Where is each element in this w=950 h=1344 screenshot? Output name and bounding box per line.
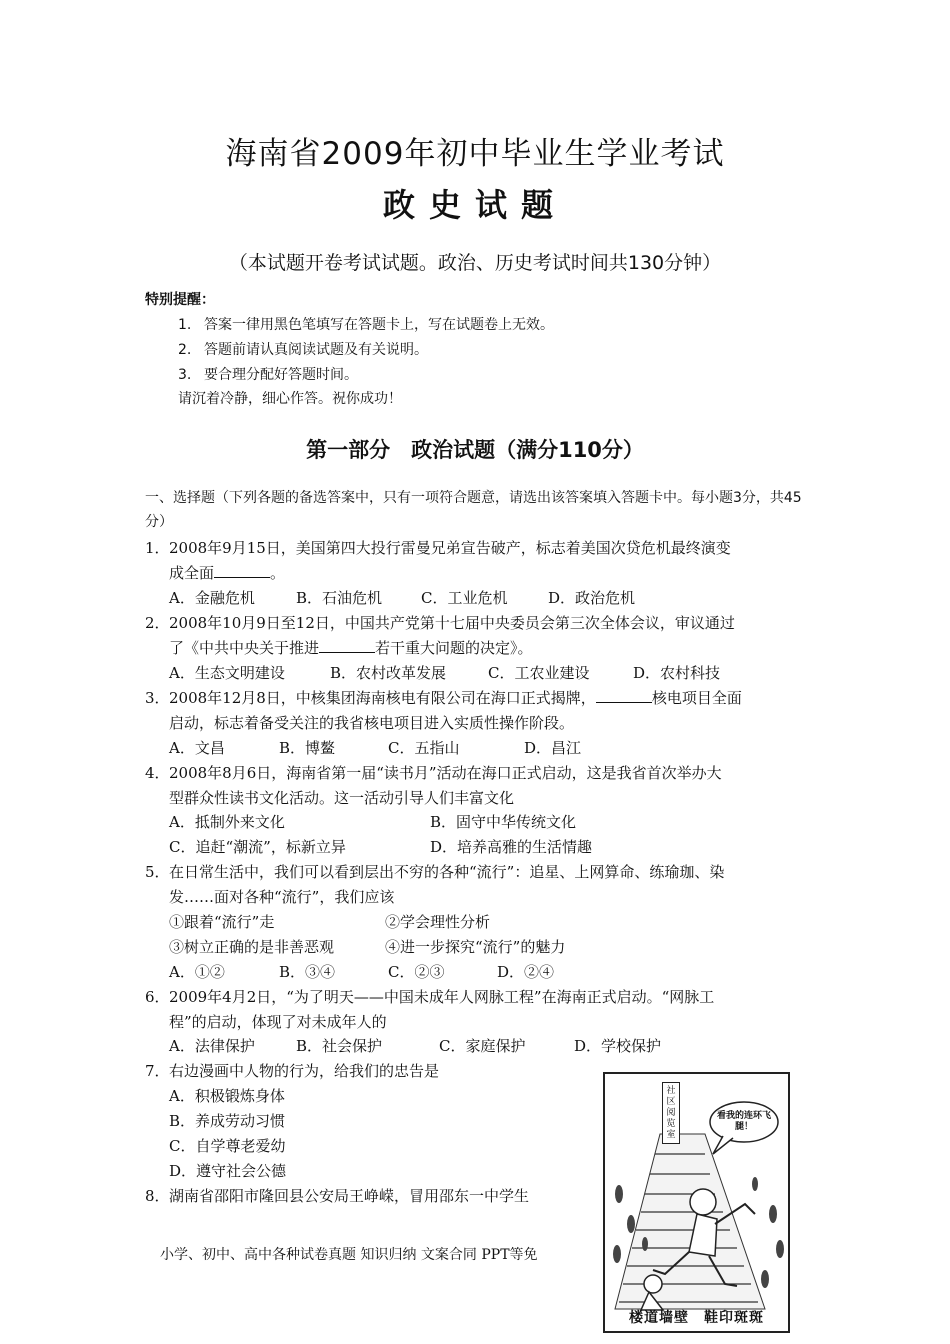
option: D．②④: [497, 963, 555, 981]
option: C．自学尊老爱幼: [169, 1137, 286, 1155]
notice-title: 特别提醒：: [145, 292, 215, 308]
statement: ①跟着“流行”走: [169, 913, 275, 931]
part-title: 第一部分 政治试题（满分110分）: [306, 438, 644, 462]
exam-title: 海南省2009年初中毕业生学业考试: [225, 136, 725, 172]
option: C．家庭保护: [439, 1037, 526, 1055]
option: D．农村科技: [633, 664, 721, 682]
question-1: 1．2008年9月15日，美国第四大投行雷曼兄弟宣告破产，标志着美国次贷危机最终演变: [145, 539, 731, 557]
option: B．农村改革发展: [330, 664, 447, 682]
option: D．昌江: [524, 739, 582, 757]
notice-item: 1. 答案一律用黑色笔填写在答题卡上，写在试题卷上无效。: [178, 317, 554, 333]
statement: ④进一步探究“流行”的魅力: [385, 938, 566, 956]
question-4: 4．2008年8月6日，海南省第一届“读书月”活动在海口正式启动，这是我省首次举办大: [145, 764, 722, 782]
option: A．抵制外来文化: [169, 813, 285, 831]
notice-wish: 请沉着冷静，细心作答。祝你成功！: [178, 391, 402, 407]
option: A．金融危机: [169, 589, 255, 607]
question-8: 8．湖南省邵阳市隆回县公安局王峥嵘，冒用邵东一中学生: [145, 1187, 530, 1205]
option: B．③④: [279, 963, 336, 981]
option: A．①②: [169, 963, 225, 981]
exam-subject: 政史试题: [382, 186, 567, 224]
question-6-cont: 程”的启动，体现了对未成年人的: [169, 1013, 387, 1031]
exam-subtitle: （本试题开卷考试试题。政治、历史考试时间共130分钟）: [228, 252, 722, 274]
question-3: 3．2008年12月8日，中核集团海南核电有限公司在海口正式揭牌， 核电项目全面: [145, 689, 742, 707]
question-4-cont: 型群众性读书文化活动。这一活动引导人们丰富文化: [169, 789, 515, 807]
option: B．养成劳动习惯: [169, 1112, 286, 1130]
cartoon-caption: 楼道墙壁 鞋印斑斑: [629, 1310, 764, 1326]
question-2-cont: 了《中共中央关于推进 若干重大问题的决定》。: [169, 639, 533, 657]
notice-item: 2. 答题前请认真阅读试题及有关说明。: [178, 342, 428, 358]
question-2: 2．2008年10月9日至12日，中国共产党第十七届中央委员会第三次全体会议，审议通过: [145, 614, 735, 632]
cartoon-speech-bubble: 看我的连环飞腿！: [716, 1111, 771, 1132]
option: D．培养高雅的生活情趣: [430, 838, 593, 856]
question-6: 6．2009年4月2日，“为了明天——中国未成年人网脉工程”在海南正式启动。“网脉工: [145, 988, 715, 1006]
question-5-cont: 发……面对各种“流行”，我们应该: [169, 888, 395, 906]
statement: ②学会理性分析: [385, 913, 491, 931]
option: D．学校保护: [574, 1037, 662, 1055]
option: A．积极锻炼身体: [169, 1087, 285, 1105]
option: C．工农业建设: [488, 664, 590, 682]
option: C．五指山: [388, 739, 460, 757]
option: B．博鳌: [279, 739, 336, 757]
section-heading: 一、选择题（下列各题的备选答案中，只有一项符合题意，请选出该答案填入答题卡中。每小题3分，共45分）: [145, 490, 802, 530]
question-1-cont: 成全面 。: [169, 564, 286, 582]
cartoon-image: [603, 1072, 790, 1333]
notice-item: 3. 要合理分配好答题时间。: [178, 367, 358, 383]
option: B．固守中华传统文化: [430, 813, 577, 831]
option: A．文昌: [169, 739, 225, 757]
option: A．法律保护: [169, 1037, 255, 1055]
option: B．石油危机: [296, 589, 383, 607]
option: D．遵守社会公德: [169, 1162, 287, 1180]
option: B．社会保护: [296, 1037, 383, 1055]
option: C．工业危机: [421, 589, 508, 607]
question-5: 5．在日常生活中，我们可以看到层出不穷的各种“流行”：追星、上网算命、练瑜珈、染: [145, 863, 725, 881]
statement: ③树立正确的是非善恶观: [169, 938, 335, 956]
footer-ad-text: 小学、初中、高中各种试卷真题 知识归纳 文案合同 PPT等免: [160, 1247, 538, 1263]
option: A．生态文明建设: [169, 664, 285, 682]
cartoon-sign: 社区阅览室: [662, 1082, 680, 1144]
question-7: 7．右边漫画中人物的行为，给我们的忠告是: [145, 1062, 440, 1080]
question-3-cont: 启动，标志着备受关注的我省核电项目进入实质性操作阶段。: [169, 714, 575, 732]
option: C．②③: [388, 963, 445, 981]
option: D．政治危机: [548, 589, 636, 607]
option: C．追赶“潮流”，标新立异: [169, 838, 346, 856]
